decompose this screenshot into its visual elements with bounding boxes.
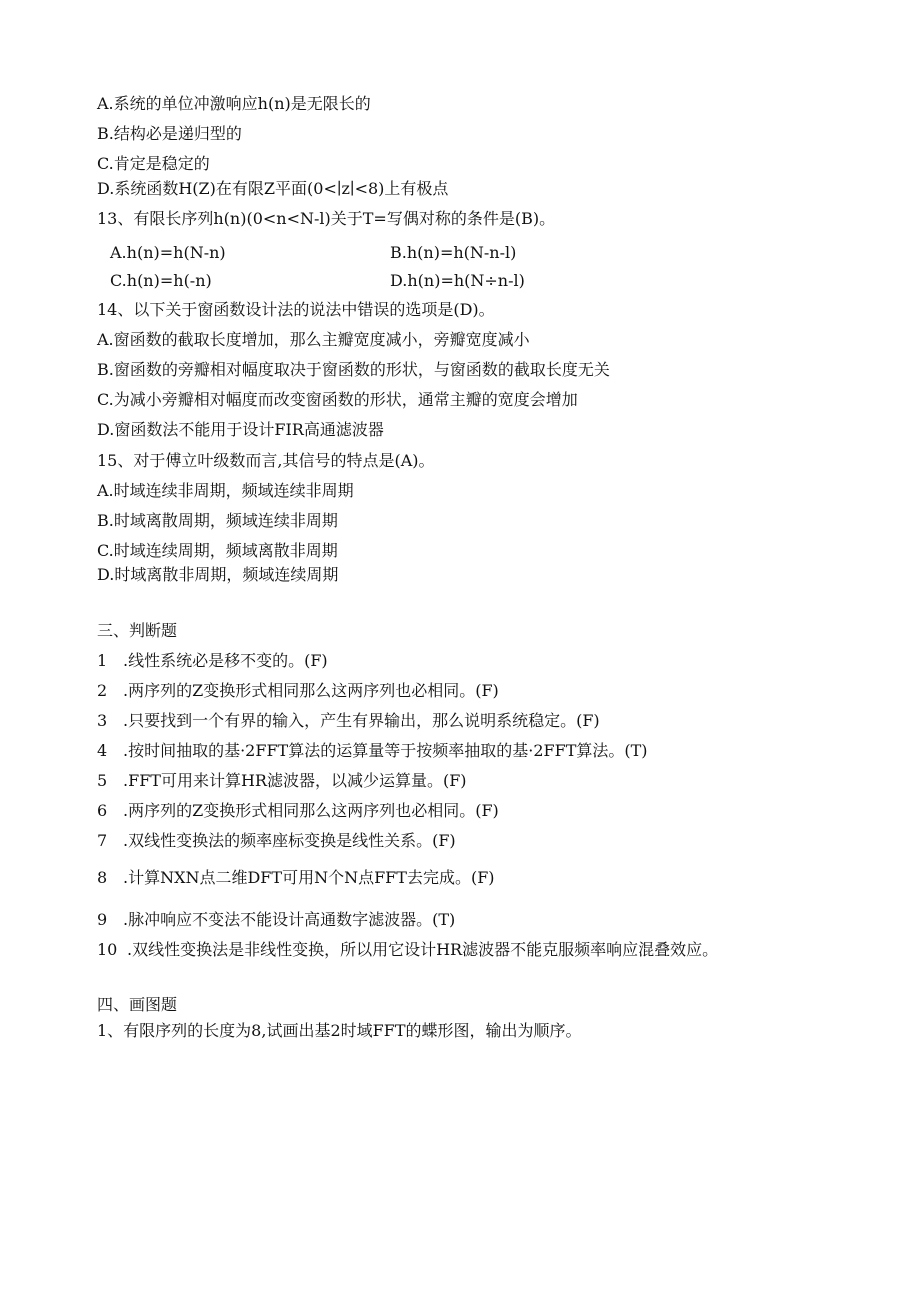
judgment-item xyxy=(97,830,456,852)
q13-option-a: A.h(n)=h(N-n) xyxy=(110,243,226,262)
q12-option-c: C.肯定是稳定的 xyxy=(97,154,210,173)
judgment-item-text: .按时间抽取的基·2FFT算法的运算量等于按频率抽取的基·2FFT算法。(T) xyxy=(123,741,648,760)
judgment-item-number: 7 xyxy=(97,831,108,850)
judgment-item xyxy=(97,939,718,961)
judgment-item-text: .只要找到一个有界的输入，产生有界输出，那么说明系统稳定。(F) xyxy=(123,711,600,730)
judgment-item-number: 2 xyxy=(97,681,108,700)
judgment-item-number: 9 xyxy=(97,910,108,929)
drawing-question: 1、有限序列的长度为8,试画出基2时域FFT的蝶形图，输出为顺序。 xyxy=(97,1021,582,1040)
judgment-item xyxy=(97,909,455,931)
judgment-item xyxy=(97,680,499,702)
judgment-item-number: 4 xyxy=(97,741,108,760)
q13-option-b: B.h(n)=h(N-n-l) xyxy=(390,243,517,262)
q15-option-b: B.时域离散周期，频域连续非周期 xyxy=(97,511,338,530)
q15-option-a: A.时域连续非周期，频域连续非周期 xyxy=(97,481,354,500)
judgment-item-number: 10 xyxy=(97,940,118,959)
q15-question: 15、对于傅立叶级数而言,其信号的特点是(A)。 xyxy=(97,451,435,470)
judgment-item xyxy=(97,867,495,889)
q14-question: 14、以下关于窗函数设计法的说法中错误的选项是(D)。 xyxy=(97,300,495,319)
section4-title: 四、画图题 xyxy=(97,995,178,1014)
q14-option-b: B.窗函数的旁瓣相对幅度取决于窗函数的形状，与窗函数的截取长度无关 xyxy=(97,360,610,379)
judgment-item-number: 6 xyxy=(97,801,108,820)
q14-option-c: C.为减小旁瓣相对幅度而改变窗函数的形状，通常主瓣的宽度会增加 xyxy=(97,390,578,409)
judgment-item-text: .两序列的Z变换形式相同那么这两序列也必相同。(F) xyxy=(123,681,499,700)
q13-option-c: C.h(n)=h(-n) xyxy=(110,271,212,290)
q14-option-a: A.窗函数的截取长度增加，那么主瓣宽度减小，旁瓣宽度减小 xyxy=(97,330,530,349)
q14-option-d: D.窗函数法不能用于设计FIR高通滤波器 xyxy=(97,420,384,439)
q15-option-c: C.时域连续周期，频域离散非周期 xyxy=(97,541,338,560)
judgment-item xyxy=(97,800,499,822)
q12-option-d: D.系统函数H(Z)在有限Z平面(0<∣z∣<8)上有极点 xyxy=(97,179,449,198)
judgment-item xyxy=(97,710,600,732)
judgment-item-number: 1 xyxy=(97,651,108,670)
judgment-item-number: 5 xyxy=(97,771,108,790)
judgment-item-text: .脉冲响应不变法不能设计高通数字滤波器。(T) xyxy=(123,910,456,929)
q13-option-d: D.h(n)=h(N÷n-l) xyxy=(390,271,525,290)
judgment-item-number: 3 xyxy=(97,711,108,730)
judgment-item xyxy=(97,740,648,762)
judgment-item xyxy=(97,650,328,672)
judgment-item-text: .计算NXN点二维DFT可用N个N点FFT去完成。(F) xyxy=(123,868,495,887)
judgment-item-text: .双线性变换法是非线性变换，所以用它设计HR滤波器不能克服频率响应混叠效应。 xyxy=(127,940,719,959)
q12-option-b: B.结构必是递归型的 xyxy=(97,124,242,143)
q15-option-d: D.时域离散非周期，频域连续周期 xyxy=(97,565,339,584)
judgment-item xyxy=(97,770,467,792)
q13-question: 13、有限长序列h(n)(0<n<N-l)关于T=写偶对称的条件是(B)。 xyxy=(97,209,556,228)
section3-title: 三、判断题 xyxy=(97,621,178,640)
q12-option-a: A.系统的单位冲激响应h(n)是无限长的 xyxy=(97,94,371,113)
judgment-item-text: .线性系统必是移不变的。(F) xyxy=(123,651,328,670)
judgment-item-number: 8 xyxy=(97,868,108,887)
judgment-item-text: .FFT可用来计算HR滤波器，以减少运算量。(F) xyxy=(123,771,467,790)
judgment-item-text: .双线性变换法的频率座标变换是线性关系。(F) xyxy=(123,831,456,850)
judgment-item-text: .两序列的Z变换形式相同那么这两序列也必相同。(F) xyxy=(123,801,499,820)
